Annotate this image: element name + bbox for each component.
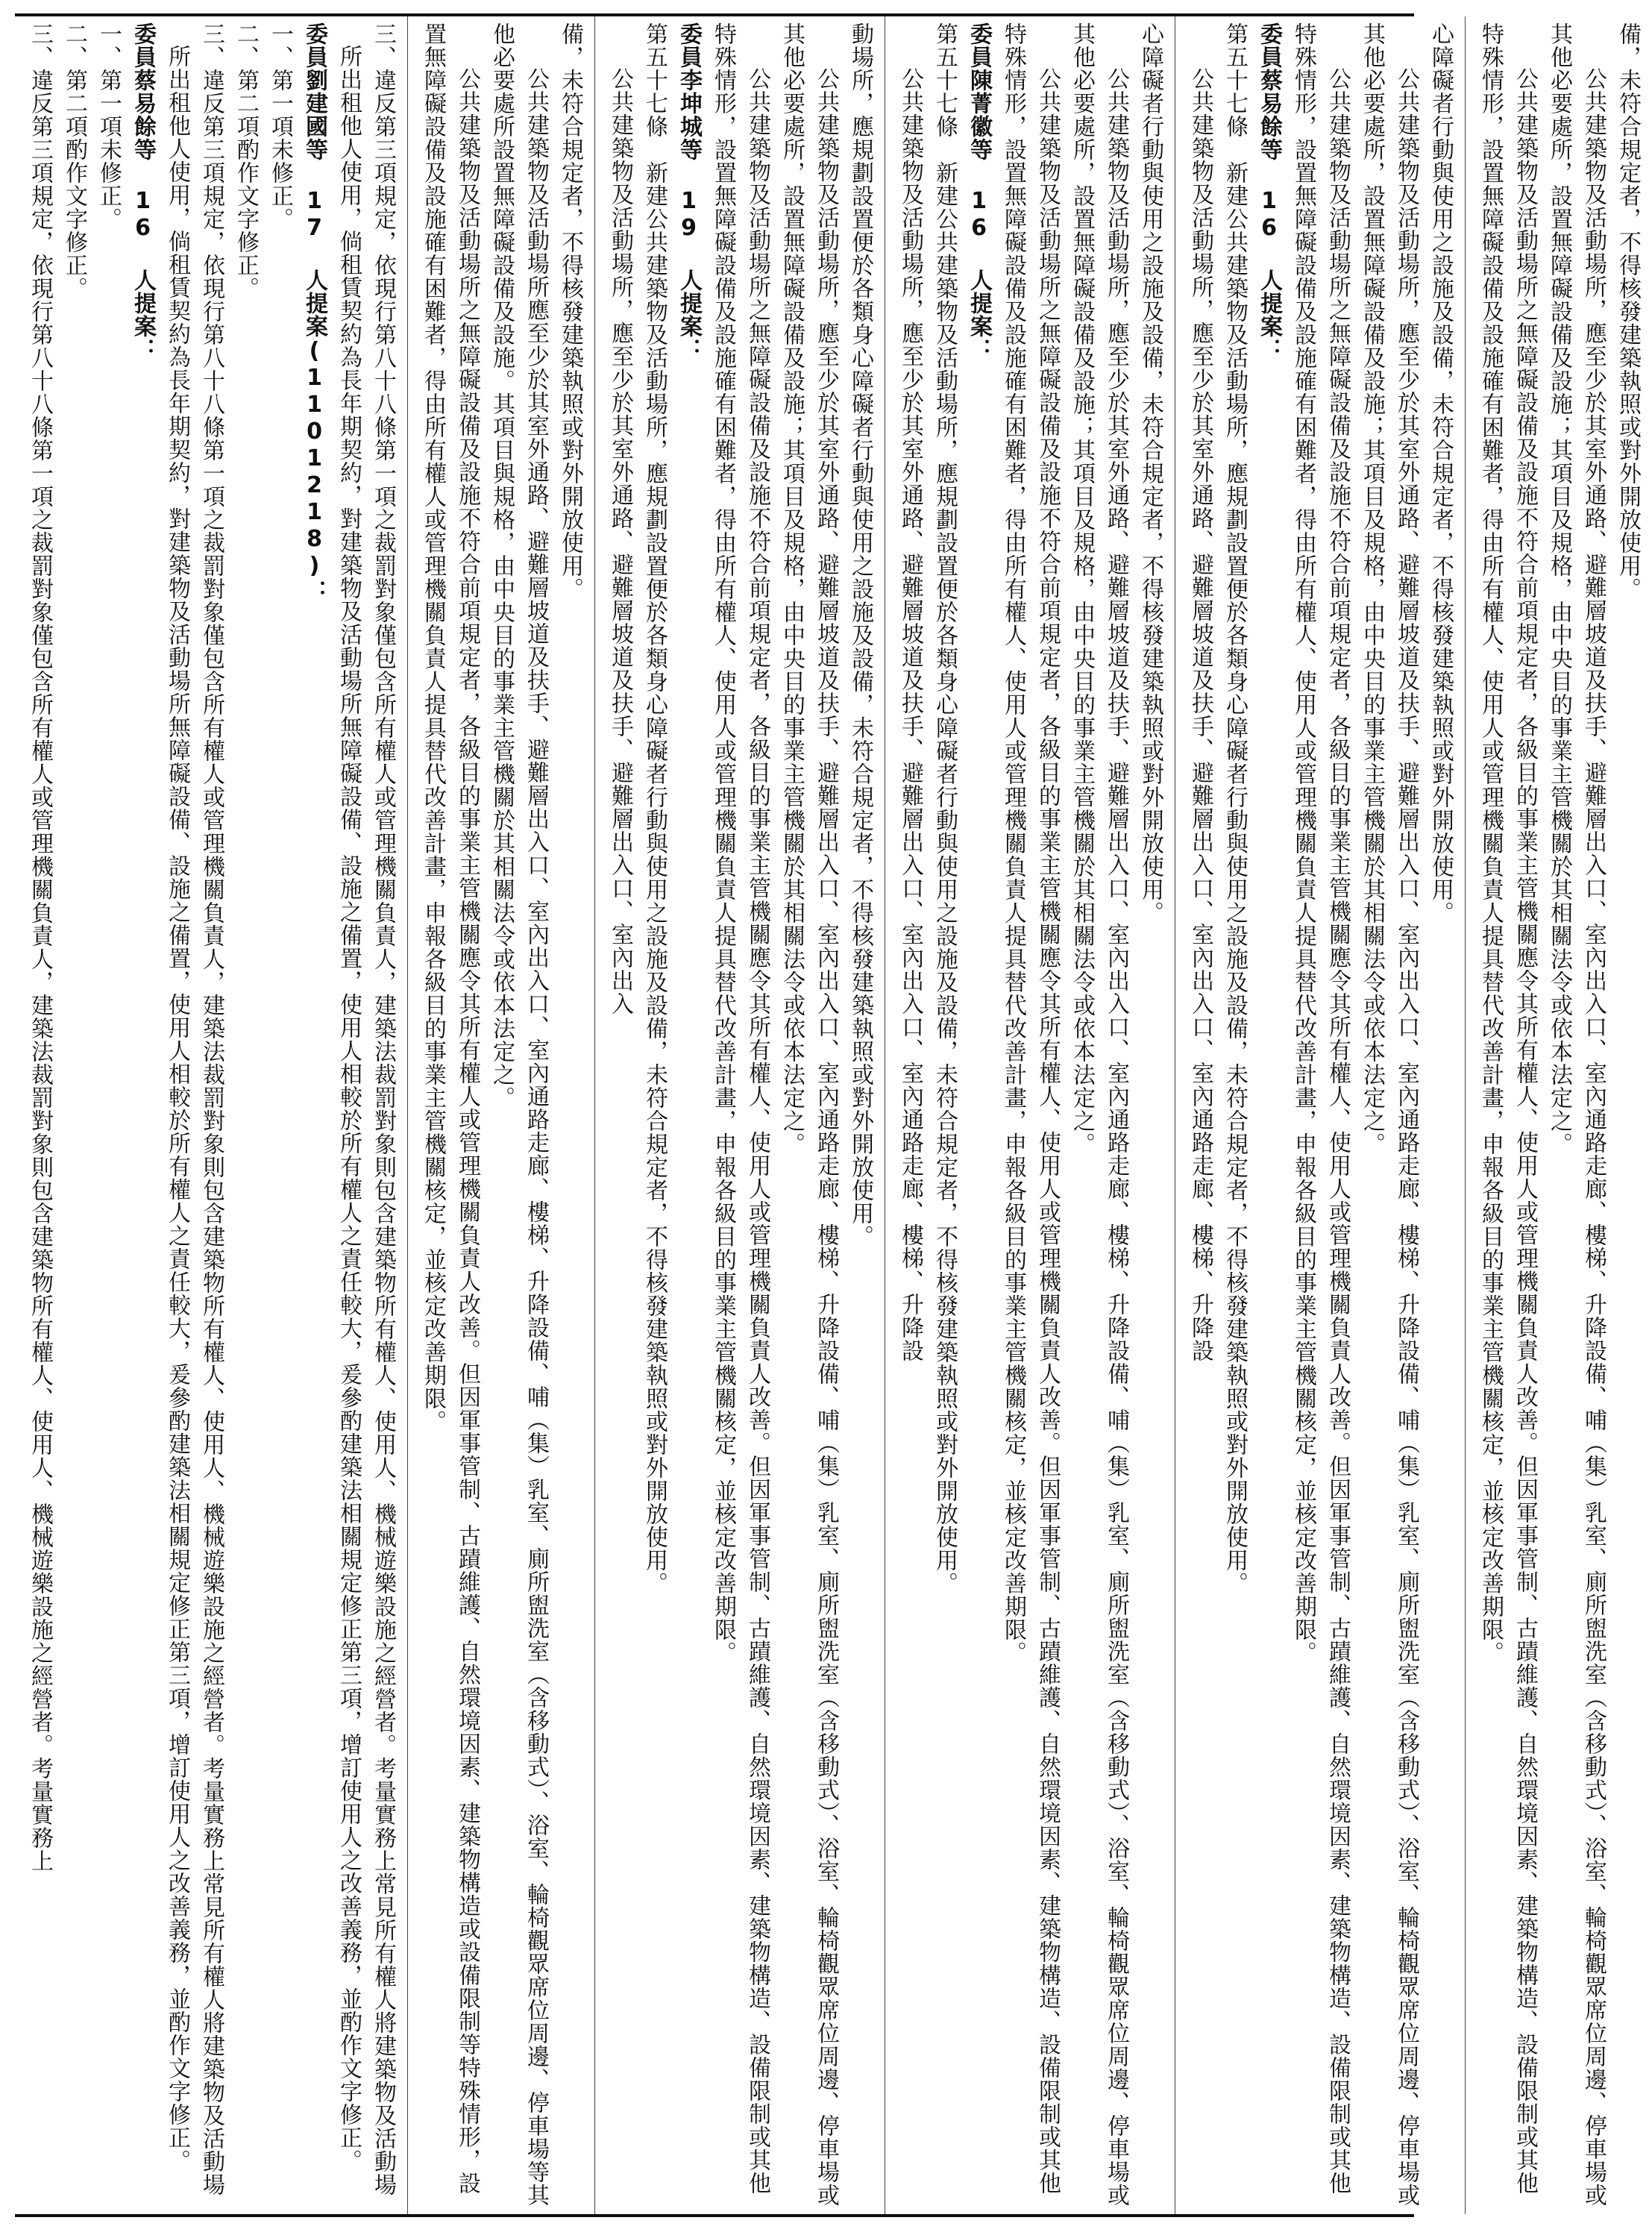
paragraph: 備，未符合規定者，不得核發建築執照或對外開放使用。 [1615, 22, 1641, 601]
paragraph: 二、第二項酌作文字修正。 [61, 22, 87, 300]
paragraph: 公共建築物及活動場所，應至少於其室外通路、避難層坡道及扶手、避難層出入口、室內出入口、室內通路走廊、樓梯、升降設 [897, 67, 923, 1362]
paragraph: 三、違反第三項規定，依現行第八十八條第一項之裁罰對象僅包含所有權人或管理機關負責人，建築法裁罰對象則包含建築物所有權人、使用人、機械遊樂設施之經營者。考量實務上常見所有權人將建築物及活動場所出租他人使用，倘租賃契約為長年期契約，對建築物及活動場所無障礙設備、設施之備置，使用人相較於所有權人之責任較大，爰參酌建築法相關規定修正第三項，增訂使用人之改善義務，並酌作文字修正。 [164, 22, 224, 2196]
paragraph: 第五十七條 新建公共建築物及活動場所，應規劃設置便於各類身心障礙者行動與使用之設施及設備，未符合規定者，不得核發建築執照或對外開放使用。 [1222, 22, 1248, 1595]
paragraph: 公共建築物及活動場所之無障礙設備及設施不符合前項規定者，各級目的事業主管機關應令其所有權人、使用人或管理機關負責人改善。但因軍事管制、古蹟維護、自然環境因素、建築物構造、設備限制或其他特殊情形，設置無障礙設備及設施確有困難者，得由所有權人、使用人或管理機關負責人提具替代改善計畫，申報各級目的事業主管機關核定，並核定改善期限。 [1290, 22, 1351, 2195]
paragraph: 公共建築物及活動場所之無障礙設備及設施不符合前項規定者，各級目的事業主管機關應令其所有權人或管理機關負責人改善。但因軍事管制、古蹟維護、自然環境因素、建築物構造或設備限制等特殊情形，設置無障礙設備及設施確有困難者，得由所有權人或管理機關負責人提具替代改善計畫，申報各級目的事業主管機關核定，並核定改善期限。 [420, 22, 480, 2195]
proposal-heading: 委員陳菁徽等 16 人提案： [966, 22, 992, 361]
paragraph: 第五十七條 新建公共建築物及活動場所，應規劃設置便於各類身心障礙者行動與使用之設施及設備，未符合規定者，不得核發建築執照或對外開放使用。 [641, 22, 668, 1595]
proposal-heading: 委員李坤城等 19 人提案： [676, 22, 702, 361]
column-4-body [885, 16, 1175, 2214]
paragraph: 二、第二項酌作文字修正。 [233, 22, 259, 300]
column-3-body [595, 16, 885, 2214]
paragraph: 公共建築物及活動場所應至少於其室外通路、避難層坡道及扶手、避難層出入口、室內出入口、室內通路走廊、樓梯、升降設備、哺（集）乳室、廁所盥洗室（含移動式）、浴室、輪椅觀眾席位周邊、停車場等其他必要處所設置無障礙設備及設施。其項目與規格，由中央目的事業主管機關於其相關法令或依本法定之。 [489, 22, 549, 2207]
column-6 [1465, 16, 1652, 2214]
column-grid [15, 16, 1641, 2214]
paragraph: 第五十七條 新建公共建築物及活動場所，應規劃設置便於各類身心障礙者行動與使用之設施及設備，未符合規定者，不得核發建築執照或對外開放使用。 [932, 22, 958, 1595]
column-5 [1175, 16, 1465, 2214]
paragraph: 三、違反第三項規定，依現行第八十八條第一項之裁罰對象僅包含所有權人或管理機關負責人，建築法裁罰對象則包含建築物所有權人、使用人、機械遊樂設施之經營者。考量實務上常見所有權人將建築物及活動場所出租他人使用，倘租賃契約為長年期契約，對建築物及活動場所無障礙設備、設施之備置，使用人相較於所有權人之責任較大，爰參酌建築法相關規定修正第三項，增訂使用人之改善義務，並酌作文字修正。 [336, 22, 396, 2196]
column-2-body [408, 16, 594, 2214]
paragraph: 三、違反第三項規定，依現行第八十八條第一項之裁罰對象僅包含所有權人或管理機關負責人，建築法裁罰對象則包含建築物所有權人、使用人、機械遊樂設施之經營者。考量實務上 [27, 22, 53, 1872]
proposal-heading: 委員蔡易餘等 16 人提案： [1256, 22, 1282, 361]
paragraph: 公共建築物及活動場所，應至少於其室外通路、避難層坡道及扶手、避難層出入口、室內出入口、室內通路走廊、樓梯、升降設 [1187, 67, 1213, 1362]
paragraph: 心障礙者行動與使用之設施及設備，未符合規定者，不得核發建築執照或對外開放使用。 [1428, 22, 1454, 924]
paragraph: 動場所，應規劃設置便於各類身心障礙者行動與使用之設施及設備，未符合規定者，不得核發建築執照或對外開放使用。 [847, 22, 873, 1248]
column-3 [594, 16, 885, 2214]
paragraph: 公共建築物及活動場所之無障礙設備及設施不符合前項規定者，各級目的事業主管機關應令其所有權人、使用人或管理機關負責人改善。但因軍事管制、古蹟維護、自然環境因素、建築物構造、設備限制或其他特殊情形，設置無障礙設備及設施確有困難者，得由所有權人、使用人或管理機關負責人提具替代改善計畫，申報各級目的事業主管機關核定，並核定改善期限。 [1000, 22, 1061, 2195]
bottom-rule [15, 2214, 1414, 2217]
paragraph: 公共建築物及活動場所，應至少於其室外通路、避難層坡道及扶手、避難層出入口、室內出入口、室內通路走廊、樓梯、升降設備、哺（集）乳室、廁所盥洗室（含移動式）、浴室、輪椅觀眾席位周邊、停車場或其他必要處所，設置無障礙設備及設施；其項目及規格，由中央目的事業主管機關於其相關法令或依本法定之。 [1069, 22, 1129, 2207]
column-6-body [1466, 16, 1652, 2214]
paragraph: 公共建築物及活動場所之無障礙設備及設施不符合前項規定者，各級目的事業主管機關應令其所有權人、使用人或管理機關負責人改善。但因軍事管制、古蹟維護、自然環境因素、建築物構造、設備限制或其他特殊情形，設置無障礙設備及設施確有困難者，得由所有權人、使用人或管理機關負責人提具替代改善計畫，申報各級目的事業主管機關核定，並核定改善期限。 [710, 22, 770, 2195]
paragraph: 心障礙者行動與使用之設施及設備，未符合規定者，不得核發建築執照或對外開放使用。 [1137, 22, 1163, 924]
paragraph: 公共建築物及活動場所，應至少於其室外通路、避難層坡道及扶手、避難層出入口、室內出入 [607, 67, 633, 1015]
paragraph: 公共建築物及活動場所，應至少於其室外通路、避難層坡道及扶手、避難層出入口、室內出入口、室內通路走廊、樓梯、升降設備、哺（集）乳室、廁所盥洗室（含移動式）、浴室、輪椅觀眾席位周邊、停車場或其他必要處所，設置無障礙設備及設施；其項目及規格，由中央目的事業主管機關於其相關法令或依本法定之。 [1546, 22, 1607, 2207]
paragraph: 備，未符合規定者，不得核發建築執照或對外開放使用。 [557, 22, 583, 601]
column-4 [885, 16, 1175, 2214]
paragraph: 公共建築物及活動場所之無障礙設備及設施不符合前項規定者，各級目的事業主管機關應令其所有權人、使用人或管理機關負責人改善。但因軍事管制、古蹟維護、自然環境因素、建築物構造、設備限制或其他特殊情形，設置無障礙設備及設施確有困難者，得由所有權人、使用人或管理機關負責人提具替代改善計畫，申報各級目的事業主管機關核定，並核定改善期限。 [1477, 22, 1538, 2195]
column-1-body [15, 16, 407, 2214]
column-1 [15, 16, 407, 2214]
paragraph: 一、第一項未修正。 [267, 22, 293, 231]
paragraph: 一、第一項未修正。 [95, 22, 122, 231]
proposal-heading: 委員劉建國等 17 人提案(1101218)： [301, 22, 327, 603]
column-5-body [1175, 16, 1465, 2214]
paragraph: 公共建築物及活動場所，應至少於其室外通路、避難層坡道及扶手、避難層出入口、室內出入口、室內通路走廊、樓梯、升降設備、哺（集）乳室、廁所盥洗室（含移動式）、浴室、輪椅觀眾席位周邊、停車場或其他必要處所，設置無障礙設備及設施；其項目及規格，由中央目的事業主管機關於其相關法令或依本法定之。 [779, 22, 839, 2207]
proposal-heading: 委員蔡易餘等 16 人提案： [130, 22, 156, 361]
column-2 [407, 16, 594, 2214]
paragraph: 公共建築物及活動場所，應至少於其室外通路、避難層坡道及扶手、避難層出入口、室內出入口、室內通路走廊、樓梯、升降設備、哺（集）乳室、廁所盥洗室（含移動式）、浴室、輪椅觀眾席位周邊、停車場或其他必要處所，設置無障礙設備及設施；其項目及規格，由中央目的事業主管機關於其相關法令或依本法定之。 [1359, 22, 1419, 2207]
